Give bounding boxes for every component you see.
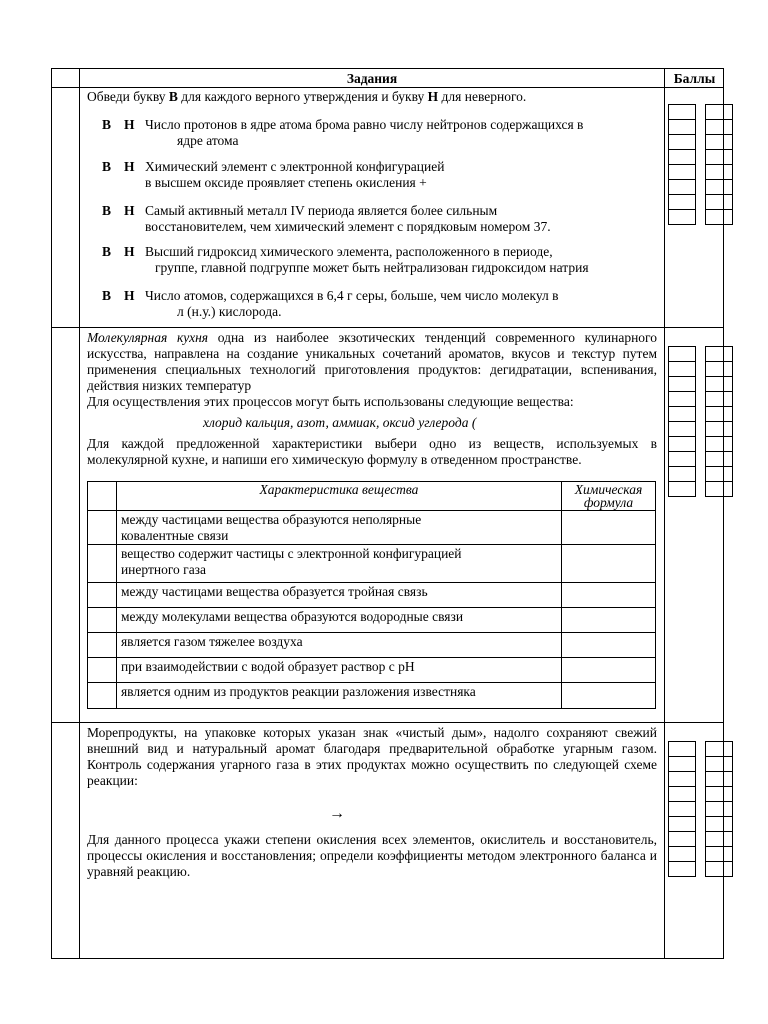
table-cell	[88, 583, 117, 608]
score-box[interactable]	[668, 346, 696, 362]
task1-instruction: Обведи букву В для каждого верного утверждения и букву Н для неверного.	[87, 89, 527, 104]
score-box[interactable]	[668, 179, 696, 195]
formula-answer-cell[interactable]	[562, 583, 656, 608]
score-box[interactable]	[705, 741, 733, 757]
task2-substances-list: хлорид кальция, азот, аммиак, оксид углерода (	[203, 415, 477, 430]
score-box[interactable]	[705, 376, 733, 392]
score-box[interactable]	[705, 164, 733, 180]
header-points: Баллы	[673, 71, 716, 86]
formula-answer-cell[interactable]	[562, 608, 656, 633]
score-box[interactable]	[705, 119, 733, 135]
score-boxes-task1-b	[705, 104, 733, 225]
score-box[interactable]	[668, 831, 696, 847]
score-box[interactable]	[668, 771, 696, 787]
score-box[interactable]	[705, 481, 733, 497]
statement-text: л (н.у.) кислорода.	[177, 304, 282, 319]
characteristic-cell: является одним из продуктов реакции разложения известняка	[116, 683, 561, 709]
score-box[interactable]	[705, 361, 733, 377]
score-box[interactable]	[705, 346, 733, 362]
table-cell	[88, 511, 117, 545]
statement-text: Химический элемент с электронной конфигурацией	[145, 159, 445, 174]
table-row	[88, 583, 656, 608]
score-box[interactable]	[705, 149, 733, 165]
false-letter[interactable]: Н	[124, 117, 135, 132]
score-box[interactable]	[705, 134, 733, 150]
score-box[interactable]	[705, 391, 733, 407]
characteristic-cell: является газом тяжелее воздуха	[116, 633, 561, 658]
score-box[interactable]	[705, 756, 733, 772]
score-box[interactable]	[668, 421, 696, 437]
statement-text: Самый активный металл IV периода является более сильным	[145, 203, 498, 218]
score-box[interactable]	[705, 104, 733, 120]
statement-text: Число протонов в ядре атома брома равно числу нейтронов содержащихся в	[145, 117, 584, 132]
true-letter[interactable]: В	[102, 159, 112, 174]
score-box[interactable]	[668, 756, 696, 772]
characteristic-cell: вещество содержит частицы с электронной конфигурацией инертного газа	[116, 545, 561, 583]
table-cell	[88, 608, 117, 633]
score-box[interactable]	[705, 831, 733, 847]
score-boxes-task3-a	[668, 741, 696, 877]
statement-text: восстановителем, чем химический элемент с порядковым номером 37.	[145, 219, 551, 234]
score-box[interactable]	[668, 391, 696, 407]
score-box[interactable]	[668, 194, 696, 210]
true-letter[interactable]: В	[102, 244, 112, 259]
score-box[interactable]	[668, 801, 696, 817]
score-box[interactable]	[705, 466, 733, 482]
score-box[interactable]	[668, 466, 696, 482]
formula-answer-cell[interactable]	[562, 683, 656, 709]
table-row	[88, 683, 656, 709]
score-box[interactable]	[668, 104, 696, 120]
characteristic-cell: между частицами вещества образуется тройная связь	[116, 583, 561, 608]
characteristic-cell: при взаимодействии с водой образует раствор с pH	[116, 658, 561, 683]
score-box[interactable]	[668, 861, 696, 877]
score-box[interactable]	[668, 134, 696, 150]
score-box[interactable]	[705, 451, 733, 467]
statement-text: в высшем оксиде проявляет степень окисления +	[145, 175, 427, 190]
score-box[interactable]	[705, 406, 733, 422]
reaction-arrow-icon: →	[329, 805, 345, 822]
header-tasks: Задания	[346, 71, 398, 86]
statement-text: ядре атома	[177, 133, 239, 148]
task2-intro: Молекулярная кухня одна из наиболее экзотических тенденций современного кулинарного искусства, направлена на создание уникальных сочетаний ароматов, вкусов и текстур путем применения специальных технологий приготовления продуктов: дегидратации, вспенивания, действия низких температур	[87, 330, 658, 393]
column-header-formula: Химическая формула	[562, 482, 656, 511]
score-box[interactable]	[705, 786, 733, 802]
formula-answer-cell[interactable]	[562, 633, 656, 658]
score-box[interactable]	[705, 861, 733, 877]
score-box[interactable]	[705, 771, 733, 787]
score-box[interactable]	[668, 361, 696, 377]
task3-instruction: Для данного процесса укажи степени окисления всех элементов, окислитель и восстановитель, процессы окисления и восстановления; определи коэффициенты методом электронного баланса и уравняй реакцию.	[87, 832, 657, 879]
score-box[interactable]	[668, 481, 696, 497]
true-letter[interactable]: В	[102, 203, 112, 218]
score-boxes-task2-b	[705, 346, 733, 497]
score-box[interactable]	[705, 436, 733, 452]
table-row	[88, 633, 656, 658]
score-box[interactable]	[705, 209, 733, 225]
score-box[interactable]	[668, 149, 696, 165]
row-divider-1	[52, 327, 723, 328]
false-letter[interactable]: Н	[124, 203, 135, 218]
formula-answer-cell[interactable]	[562, 658, 656, 683]
table-cell	[88, 683, 117, 709]
task3-intro: Морепродукты, на упаковке которых указан знак «чистый дым», надолго сохраняют свежий внешний вид и натуральный аромат благодаря предварительной обработке угарным газом. Контроль содержания угарного газа в этих продуктах можно осуществить по следующей схеме реакции:	[87, 725, 657, 788]
row-divider-2	[52, 722, 723, 723]
false-letter[interactable]: Н	[124, 244, 135, 259]
formula-answer-cell[interactable]	[562, 545, 656, 583]
task2-instruction: Для каждой предложенной характеристики выбери одно из веществ, используемых в молекулярной кухне, и напиши его химическую формулу в отведенном пространстве.	[87, 436, 657, 467]
score-box[interactable]	[668, 436, 696, 452]
table-header-row	[88, 482, 656, 511]
score-box[interactable]	[668, 119, 696, 135]
score-box[interactable]	[705, 421, 733, 437]
score-box[interactable]	[668, 164, 696, 180]
score-box[interactable]	[705, 194, 733, 210]
table-cell	[88, 633, 117, 658]
table-row	[88, 658, 656, 683]
score-box[interactable]	[668, 786, 696, 802]
score-boxes-task1-a	[668, 104, 696, 225]
table-cell	[88, 482, 117, 511]
false-letter[interactable]: Н	[124, 159, 135, 174]
statement-text: Высший гидроксид химического элемента, расположенного в периоде,	[145, 244, 553, 259]
statement-text: Число атомов, содержащихся в 6,4 г серы, больше, чем число молекул в	[145, 288, 559, 303]
column-divider-points	[664, 69, 665, 958]
statement-text: группе, главной подгруппе может быть нейтрализован гидроксидом натрия	[155, 260, 589, 275]
table-cell	[88, 545, 117, 583]
table-row	[88, 545, 656, 583]
score-box[interactable]	[668, 451, 696, 467]
score-box[interactable]	[705, 816, 733, 832]
score-box[interactable]	[668, 376, 696, 392]
score-box[interactable]	[668, 406, 696, 422]
table-cell	[88, 658, 117, 683]
characteristic-cell: между частицами вещества образуются неполярные ковалентные связи	[116, 511, 561, 545]
score-box[interactable]	[668, 741, 696, 757]
score-box[interactable]	[668, 816, 696, 832]
formula-answer-cell[interactable]	[562, 511, 656, 545]
assessment-table	[51, 68, 724, 959]
score-box[interactable]	[705, 801, 733, 817]
true-letter[interactable]: В	[102, 117, 112, 132]
score-box[interactable]	[705, 846, 733, 862]
score-boxes-task2-a	[668, 346, 696, 497]
characteristic-cell: между молекулами вещества образуются водородные связи	[116, 608, 561, 633]
column-header-characteristic: Характеристика вещества	[116, 482, 561, 511]
characteristics-table	[87, 481, 656, 709]
table-row	[88, 511, 656, 545]
table-row	[88, 608, 656, 633]
true-letter[interactable]: В	[102, 288, 112, 303]
task2-substances-prompt: Для осуществления этих процессов могут быть использованы следующие вещества:	[87, 394, 574, 409]
false-letter[interactable]: Н	[124, 288, 135, 303]
column-divider-left	[79, 69, 80, 958]
score-box[interactable]	[705, 179, 733, 195]
score-box[interactable]	[668, 209, 696, 225]
score-box[interactable]	[668, 846, 696, 862]
score-boxes-task3-b	[705, 741, 733, 877]
